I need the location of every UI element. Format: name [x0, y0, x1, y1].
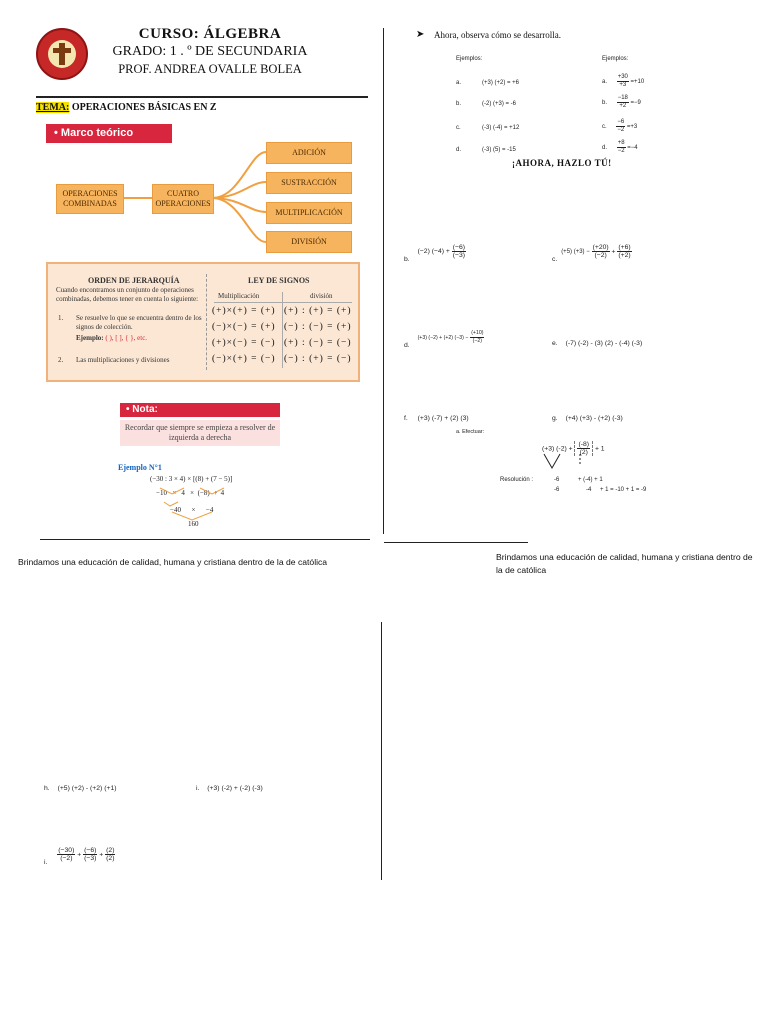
rules-dotted-divider — [206, 274, 207, 370]
rule-item-2: Las multiplicaciones y divisiones — [76, 356, 170, 364]
topic-heading — [36, 102, 217, 113]
mult-rule-4: (−)×(+) = (−) — [212, 354, 276, 364]
col-multiplicacion: Multiplicación — [218, 292, 260, 300]
topic-label: TEMA: — [36, 102, 70, 113]
resolucion-label: Resolución : — [500, 477, 534, 483]
teacher-name: PROF. ANDREA OVALLE BOLEA — [118, 62, 302, 76]
course-title: CURSO: ÁLGEBRA — [138, 26, 282, 42]
example-right-a: a. $\frac{+30}{+3}$ =+10 — [602, 74, 645, 88]
sustraccion-box: SUSTRACCIÓN — [266, 172, 352, 194]
exercise-f: f. (+3) (-7) + (2) (3) — [404, 415, 469, 422]
ejemplo-1-title: Ejemplo N°1 — [118, 463, 162, 472]
division-box: DIVISIÓN — [266, 231, 352, 253]
rules-panel — [46, 262, 360, 382]
mult-rule-1: (+)×(+) = (+) — [212, 306, 276, 316]
exercise-d: d. (+3) (−2) + (+2) (−3) − $\frac{(+10)}{(-2)}$ — [404, 330, 484, 350]
multiplicacion-box: MULTIPLICACIÓN — [266, 202, 352, 224]
cuatro-operaciones-box: CUATRO OPERACIONES — [152, 184, 214, 214]
school-logo — [36, 28, 88, 80]
efectuar-arrows — [540, 452, 600, 472]
resolucion-step-b: + (-4) + 1 — [578, 477, 603, 483]
nota-text: Recordar que siempre se empieza a resolver de izquierda a derecha — [120, 420, 280, 446]
exercise-h: h. (+5) (+2) - (+2) (+1) — [44, 785, 117, 792]
exercise-c: c. (+5) (+3) − $\frac{(+20)}{(-2)}$ + $\frac{(+6)}{(+2)}$ — [552, 244, 631, 264]
example-left-d: (-3) (5) = -15 — [482, 147, 516, 153]
ejemplo-1-line-2: −10 × 4 × (−8) + 4 — [156, 489, 225, 497]
orden-text: Cuando encontramos un conjunto de operaciones combinadas, debemos tener en cuenta lo siguiente: — [56, 286, 199, 303]
resolucion-step-e: + 1 = -10 + 1 = -9 — [600, 487, 647, 493]
intro-bullet-icon: ➤ — [416, 29, 425, 40]
example-left-a: (+3) (+2) = +6 — [482, 80, 520, 86]
ley-signos-title: LEY DE SIGNOS — [248, 276, 310, 285]
div-rule-4: (−) : (+) = (−) — [284, 354, 352, 364]
div-rule-2: (−) : (−) = (+) — [284, 322, 352, 332]
ahora-hazlo-tu-heading: ¡AHORA, HAZLO TÚ! — [512, 158, 612, 168]
exercise-i: i. (+3) (-2) + (-2) (-3) — [196, 785, 263, 792]
example-left-b: (-2) (+3) = -6 — [482, 101, 517, 107]
col-division: división — [310, 292, 333, 300]
rule-item-1: Se resuelve lo que se encuentra dentro de los signos de colección. — [76, 314, 202, 331]
top-column-divider — [383, 28, 384, 534]
div-rule-3: (+) : (−) = (−) — [284, 338, 352, 348]
nota-banner: • Nota: — [120, 403, 280, 417]
example-right-b: b. $\frac{-18}{+2}$ =−9 — [602, 95, 641, 109]
mult-rule-3: (+)×(−) = (−) — [212, 338, 276, 348]
exercise-g: g. (+4) (+3) - (+2) (-3) — [552, 415, 623, 422]
topic-title: OPERACIONES BÁSICAS EN Z — [69, 102, 217, 113]
exercise-b: b. (−2) (−4) + $\frac{(-6)}{(-3)}$ — [404, 244, 466, 264]
resolucion-step-a: -6 — [554, 477, 560, 483]
left-bottom-rule — [40, 539, 370, 540]
header-rule — [36, 96, 368, 98]
ejemplo-1-result: 160 — [188, 520, 199, 528]
intro-text: Ahora, observa cómo se desarrolla. — [434, 30, 561, 40]
mult-rule-2: (−)×(−) = (+) — [212, 322, 276, 332]
example-left-b-letter: b. — [456, 101, 462, 107]
signs-header-rule — [214, 302, 352, 303]
marco-teorico-banner: • Marco teórico — [46, 124, 172, 143]
div-rule-1: (+) : (+) = (+) — [284, 306, 352, 316]
example-left-c-letter: c. — [456, 125, 461, 131]
rule-item-1-example: Ejemplo: ( ), [ ], { }, etc. — [76, 334, 148, 342]
exercise-e: e. (-7) (-2) - (3) (2) - (-4) (-3) — [552, 340, 643, 347]
orden-title: ORDEN DE JERARQUÍA — [88, 276, 180, 285]
example-left-c: (-3) (-4) = +12 — [482, 125, 520, 131]
examples-header-right: Ejemplos: — [602, 56, 629, 62]
resolucion-step-d: -4 — [586, 487, 592, 493]
right-bottom-rule — [384, 542, 528, 543]
resolucion-step-c: -6 — [554, 487, 560, 493]
footer-left: Brindamos una educación de calidad, humana y cristiana dentro de la de católica — [18, 557, 328, 567]
efectuar-expression: (+3) (-2) + $\frac{(-8)}{(2)}$ + 1 — [542, 441, 605, 456]
signs-col-divider — [282, 292, 283, 368]
bottom-column-divider — [381, 622, 382, 880]
footer-right: Brindamos una educación de calidad, humana y cristiana dentro de la de católica — [496, 552, 753, 575]
operaciones-combinadas-box: OPERACIONES COMBINADAS — [56, 184, 124, 214]
rule-item-2-number: 2. — [58, 356, 64, 364]
ejemplo-1-line-3: −40 × −4 — [170, 506, 214, 514]
adicion-box: ADICIÓN — [266, 142, 352, 164]
exercise-i-fractions: i. $\frac{(-30)}{(-2)}$ + $\frac{(-6)}{(-3)}$ + $\frac{(2)}{(2)}$ — [44, 847, 115, 867]
example-left-a-letter: a. — [456, 80, 462, 86]
example-right-d: d. $\frac{+8}{-2}$ =−4 — [602, 140, 638, 154]
efectuar-label: a. Efectuar: — [456, 429, 485, 435]
grade-label: GRADO: 1 . º DE SECUNDARIA — [112, 44, 308, 59]
examples-header-left: Ejemplos: — [456, 56, 483, 62]
ejemplo-1-line-1: (−30 : 3 × 4) × [(8) + (7 − 5)] — [150, 475, 233, 483]
ejemplo-1-tree — [150, 480, 250, 525]
example-left-d-letter: d. — [456, 147, 462, 153]
example-right-c: c. $\frac{-6}{-2}$ =+3 — [602, 119, 638, 133]
rule-item-1-number: 1. — [58, 314, 64, 322]
